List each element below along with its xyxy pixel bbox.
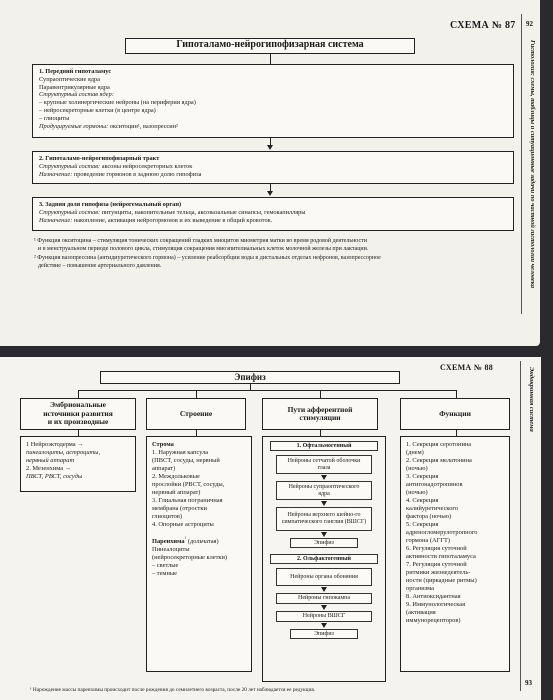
- footnote: и в менструальном периоде полового цикла, стимуляция сокращения миоэпителиальных клеток молочной железы при лактации.: [38, 246, 369, 252]
- box1-item: – глиоциты: [39, 114, 70, 122]
- box1-line: Супраоптические ядра: [39, 75, 100, 83]
- ophthalmogenic-head: 1. Офтальмогенный: [270, 441, 378, 451]
- footnote: ² Функция вазопрессина (антидиуретического гормона) – усиление реабсорбции воды в дистальных отделах нефронов, вазопрессорное: [34, 255, 381, 261]
- stroma-line: мембрана (отростки: [152, 505, 207, 512]
- origins-line: 2. Мезенхима →: [26, 465, 72, 472]
- col-functions-head: Функции: [400, 398, 510, 430]
- structure-box: [146, 436, 252, 672]
- path-step: Эпифиз: [290, 629, 358, 639]
- stroma-line: прослойки (РВСТ, сосуды,: [152, 481, 225, 488]
- stroma-line: аппарат): [152, 465, 176, 472]
- function-line: организма: [406, 585, 434, 592]
- functions-box: [400, 436, 510, 672]
- box3-heading: 3. Задняя доля гипофиза (нейрогемальный орган): [39, 201, 182, 208]
- stroma-line: 3. Глиальная пограничная: [152, 497, 223, 504]
- box1-struct-label: Структурный состав ядер:: [39, 91, 114, 99]
- connector: [320, 390, 321, 398]
- function-line: 3. Секреция: [406, 473, 439, 480]
- parenchyma-line: Пинеалоциты: [152, 546, 190, 554]
- schema-label: СХЕМА № 87: [450, 20, 516, 31]
- parenchyma-label: Паренхима: [152, 538, 185, 546]
- footnote: ¹ Нарождение массы паренхимы происходит после рождения до семилетнего возраста, после 20 лет наблюдается ее редукция.: [30, 687, 316, 693]
- side-title: Гистология: схемы, таблицы и ситуационные задачи по частной гистологии человека: [529, 40, 536, 289]
- side-rule: [520, 361, 521, 691]
- footnote: действие – повышение артериального давления.: [38, 263, 162, 269]
- arrow-down-icon: [321, 623, 327, 628]
- function-line: фактора (ночью): [406, 513, 452, 520]
- function-line: ности (циркадные ритмы): [406, 577, 477, 584]
- path-step: Нейроны верхнего шейно-го симпатического ганглия (ВШСГ): [276, 507, 372, 531]
- parenchyma-line: (нейросекреторные клетки): [152, 554, 228, 562]
- page-number: 93: [525, 679, 532, 687]
- function-line: (ночью): [406, 489, 428, 496]
- box1-item: – крупные холинергические нейроны (на периферии ядра): [39, 99, 196, 107]
- page-number: 92: [526, 20, 533, 28]
- connector: [456, 390, 457, 398]
- function-line: активности гипоталамуса: [406, 553, 476, 560]
- function-line: 2. Секреция мелатонина: [406, 457, 472, 464]
- epiphysis-title: Эпифиз: [100, 371, 400, 384]
- stroma-line: 2. Междольковые: [152, 473, 200, 480]
- path-step: Нейроны органа обоняния: [276, 568, 372, 586]
- path-step: Нейроны гипокампа: [276, 593, 372, 604]
- function-line: 4. Секреция: [406, 497, 439, 504]
- box1-products-value: окситоцин¹, вазопрессин²: [109, 122, 178, 130]
- box3-struct-label: Структурный состав:: [39, 208, 101, 216]
- function-line: иммунорецепторов): [406, 617, 461, 624]
- hypothalamus-box: [32, 64, 514, 138]
- function-line: 9. Иммунологическая: [406, 601, 466, 608]
- origins-line: 1 Нейроэктодерма →: [26, 441, 84, 448]
- col-afferent-head: [262, 398, 378, 430]
- parenchyma-note: (дольчатая): [187, 538, 219, 546]
- arrow-down-icon: [267, 145, 273, 150]
- arrow-down-icon: [321, 475, 327, 480]
- function-line: 8. Антиоксидантная: [406, 593, 461, 600]
- stroma-line: нервный аппарат): [152, 489, 201, 496]
- tract-box: [32, 151, 514, 184]
- page-schema-87: [0, 0, 540, 346]
- function-line: антигонадотропинов: [406, 481, 463, 488]
- box3-struct-value: питуициты, накопительные тельца, аксовазальные синапсы, гемокапилляры: [101, 208, 306, 216]
- col-origins-head: [20, 398, 136, 430]
- page-schema-88: [0, 357, 541, 700]
- box2-heading: 2. Гипоталамо-нейрогипофизарный тракт: [39, 155, 160, 162]
- path-step: Нейроны супраоптического ядра: [276, 481, 372, 500]
- schema-label: СХЕМА № 88: [440, 363, 494, 372]
- parenchyma-sup: ¹: [184, 536, 187, 542]
- stroma-line: 4. Опорные астроциты: [152, 521, 214, 528]
- function-line: (активация: [406, 609, 436, 616]
- box3-purpose-label: Назначение:: [39, 216, 73, 224]
- box1-line: Паравентрикулярные ядра: [39, 83, 110, 91]
- box1-heading: 1. Передний гипоталамус: [39, 68, 112, 75]
- side-rule: [521, 14, 522, 314]
- stroma-line: (ПВСТ, сосуды, нервный: [152, 457, 220, 464]
- path-step: Эпифиз: [290, 538, 358, 548]
- col-origins-head-line: Эмбриональные: [49, 400, 106, 410]
- box2-purpose-label: Назначение:: [39, 170, 73, 178]
- system-title: Гипоталамо-нейрогипофизарная система: [125, 38, 415, 54]
- function-line: (ночью): [406, 465, 428, 472]
- box3-purpose-value: накопление, активация нейрогормонов и их выведение в общий кровоток.: [73, 216, 273, 224]
- function-line: 6. Регуляция суточной: [406, 545, 467, 552]
- function-line: 7. Регуляция суточной: [406, 561, 467, 568]
- col-structure-head: Строение: [146, 398, 246, 430]
- parenchyma-line: – светлые: [152, 562, 179, 570]
- arrow-down-icon: [321, 587, 327, 592]
- olfactogenic-head: 2. Ольфактогенный: [270, 554, 378, 564]
- posterior-lobe-box: [32, 197, 514, 231]
- function-line: (днем): [406, 449, 424, 456]
- col-origins-head-line: источники развития: [43, 408, 113, 418]
- side-title: Эндокринная система: [528, 367, 535, 432]
- stroma-label: Строма: [152, 441, 174, 448]
- arrow-down-icon: [321, 605, 327, 610]
- origins-line: пинеалоциты, астроциты,: [26, 449, 101, 456]
- parenchyma-line: – темные: [152, 570, 178, 578]
- function-line: адреногломерулотропного: [406, 529, 478, 536]
- box1-products-label: Продуцируемые гормоны:: [39, 122, 109, 130]
- path-step: Нейроны ВШСГ: [276, 611, 372, 622]
- arrow-down-icon: [321, 501, 327, 506]
- stroma-line: 1. Наружная капсула: [152, 449, 209, 456]
- origins-line: ПВСТ, РВСТ, сосуды: [26, 473, 83, 480]
- connector: [78, 390, 79, 398]
- footnote: ¹ Функция окситоцина – стимуляция тонических сокращений гладких миоцитов миометрия матки во время родовой деятельности: [34, 238, 367, 244]
- col-afferent-head-line: стимуляции: [299, 413, 341, 422]
- function-line: 1. Секреция серотонина: [406, 441, 472, 448]
- origins-line: нервный аппарат: [26, 457, 75, 464]
- origins-box: [20, 436, 136, 492]
- connector: [78, 390, 456, 391]
- function-line: ритмики жизнедеятель-: [406, 569, 471, 576]
- function-line: гормона (АГГТ): [406, 537, 451, 544]
- arrow-down-icon: [267, 191, 273, 196]
- box2-struct-value: аксоны нейросекреторных клеток: [101, 162, 193, 170]
- box1-item: – нейросекреторные клетки (в центре ядра): [39, 106, 156, 114]
- stroma-line: глиоцитов): [152, 513, 182, 520]
- box2-struct-label: Структурный состав:: [39, 162, 101, 170]
- function-line: калийуретического: [406, 505, 459, 512]
- box2-purpose-value: проведение гормонов в заднюю долю гипофиза: [73, 170, 202, 178]
- col-afferent-head-line: Пути афферентной: [287, 404, 353, 414]
- col-origins-head-line: и их производные: [47, 417, 109, 427]
- arrow-down-icon: [321, 532, 327, 537]
- function-line: 5. Секреция: [406, 521, 439, 528]
- path-step: Нейроны сетчатой оболочки глаза: [276, 455, 372, 474]
- connector: [196, 390, 197, 398]
- connector: [270, 54, 271, 64]
